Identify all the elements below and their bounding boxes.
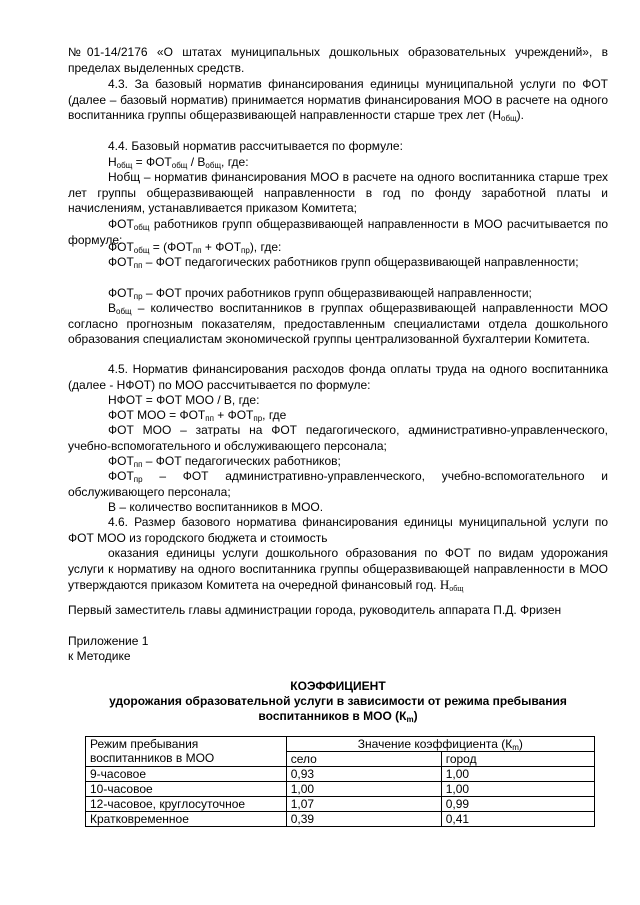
formula-nfot: НФОТ = ФОТ МОО / В, где:	[108, 393, 260, 407]
coefficient-subtitle-line2: воспитанников в МОО $(К_m)$	[258, 709, 418, 724]
header-value-cell: Значение коэффициента $(К_m)$	[286, 737, 594, 752]
paragraph-fot-pr: $ФОТ_{пр}$ – ФОТ прочих работников групп общеразвивающей направленности;	[108, 286, 532, 301]
paragraph-fot-pp-definition: $ФОТ_{пп}$ – ФОТ педагогических работников;	[108, 454, 341, 469]
paragraph-n-obsch-definition: Нобщ – норматив финансирования МОО в расчете на одного воспитанника старше трех лет группы общеразвивающей направленности в год по фонду заработной платы и начислениям, устанавливается приказом Комитета;	[68, 170, 608, 215]
table-row	[86, 797, 595, 812]
table-row	[86, 782, 595, 797]
table-row	[86, 767, 595, 782]
paragraph-cost: оказания единицы услуги дошкольного образования по ФОТ по видам удорожания услуги к нормативу на одного воспитанника группы общеразвивающей направленности в МОО утверждаются приказом Комитета на очередной финансовый год. $Н_{общ}$	[68, 546, 608, 593]
mode-cell: 10-часовое	[86, 782, 287, 797]
paragraph-v-obsch: $В_{общ}$ – количество воспитанников в группах общеразвивающей направленности МОО согласно прогнозным показателям, предоставленным специалистами отдела дошкольного образования специалистам экономической группы централизованной бухгалтерии Комитета.	[68, 301, 608, 346]
village-value-cell: 0,39	[286, 812, 441, 827]
header-village-cell: село	[286, 752, 441, 767]
table-row	[86, 812, 595, 827]
paragraph-4-5: 4.5. Норматив финансирования расходов фонда оплаты труда на одного воспитанника (далее - НФОТ) по МОО рассчитывается по формуле:	[68, 362, 608, 392]
header-mode-cell: Режим пребывания воспитанников в МОО	[86, 737, 287, 767]
paragraph-fot-obsch: $ФОТ_{общ}$ работников групп общеразвивающей направленности в МОО расчитывается по формуле:	[68, 217, 608, 247]
paragraph-4-3: 4.3. За базовый норматив финансирования единицы муниципальной услуги по ФОТ (далее – базовый норматив) принимается норматив финансирования МОО в расчете на одного воспитанника группы общеразвивающей направленности старше трех лет $(H_{общ})$.	[68, 77, 608, 123]
paragraph-intro: №01-14/2176 «О штатах муниципальных дошкольных образовательных учреждений», в пределах выделенных средств.	[68, 45, 608, 75]
city-value-cell: 0,41	[441, 812, 594, 827]
village-value-cell: 0,93	[286, 767, 441, 782]
coefficient-table	[85, 736, 595, 827]
appendix-subtitle: к Методике	[68, 649, 131, 663]
formula-n-obsch-inline: $Н_{общ}$	[439, 577, 464, 593]
city-value-cell: 1,00	[441, 767, 594, 782]
city-value-cell: 1,00	[441, 782, 594, 797]
city-value-cell: 0,99	[441, 797, 594, 812]
paragraph-fot-moo-definition: ФОТ МОО – затраты на ФОТ педагогического, административно-управленческого, учебно-вспомогательного и обслуживающего персонала;	[68, 423, 608, 453]
table-header-row	[86, 737, 595, 752]
coefficient-title: КОЭФФИЦИЕНТ	[290, 679, 386, 693]
appendix-label: Приложение 1	[68, 634, 149, 648]
village-value-cell: 1,00	[286, 782, 441, 797]
paragraph-v-definition: В – количество воспитанников в МОО.	[108, 500, 324, 514]
paragraph-fot-pp: $ФОТ_{пп}$ – ФОТ педагогических работников групп общеразвивающей направленности;	[108, 255, 579, 270]
coefficient-subtitle-line1: удорожания образовательной услуги в зависимости от режима пребывания	[109, 694, 567, 708]
formula-fot-obsch: $ФОТ_{общ} = (ФОТ_{пп} + ФОТ_{пр})$, где:	[108, 240, 282, 255]
village-value-cell: 1,07	[286, 797, 441, 812]
paragraph-4-6: 4.6. Размер базового норматива финансирования единицы муниципальной услуги по ФОТ МОО из городского бюджета и стоимость	[68, 515, 608, 545]
mode-cell: Кратковременное	[86, 812, 287, 827]
formula-fot-moo: ФОТ МОО = $ФОТ_{пп} + ФОТ_{пр}$, где	[108, 408, 287, 423]
paragraph-4-4: 4.4. Базовый норматив рассчитывается по формуле:	[108, 139, 403, 153]
header-city-cell: город	[441, 752, 594, 767]
formula-n-obsch: $Н_{общ} = ФОТ_{общ} / В_{общ}$, где:	[108, 155, 249, 170]
paragraph-fot-pr-definition: $ФОТ_{пр}$ – ФОТ административно-управленческого, учебно-вспомогательного и обслуживающего персонала;	[68, 469, 608, 499]
signature-line: Первый заместитель главы администрации города, руководитель аппарата П.Д. Фризен	[68, 603, 562, 617]
mode-cell: 9-часовое	[86, 767, 287, 782]
mode-cell: 12-часовое, круглосуточное	[86, 797, 287, 812]
